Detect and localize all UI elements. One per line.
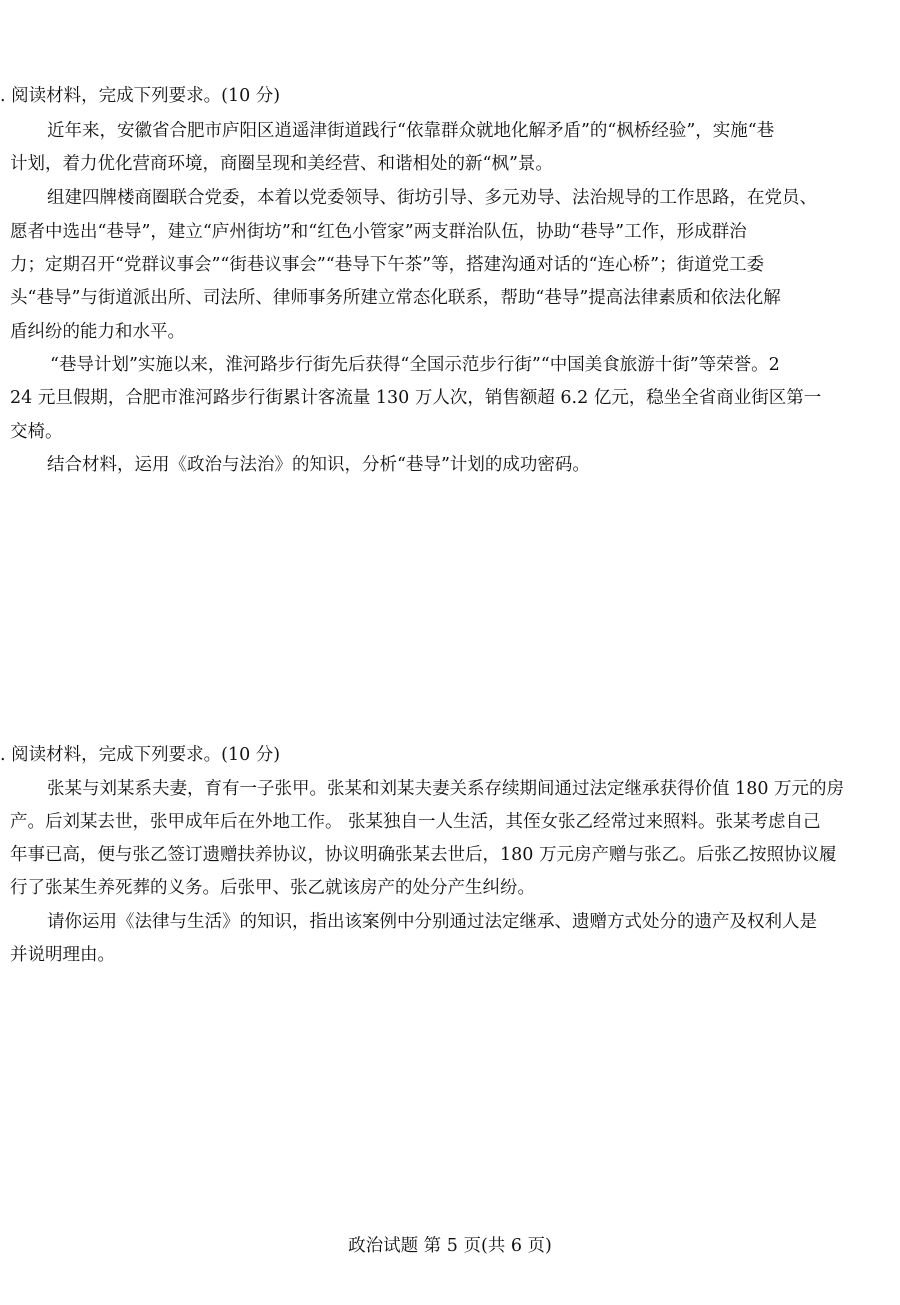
paragraph-line: 计划，着力优化营商环境，商圈呈现和美经营、和谐相处的新“枫”景。 bbox=[10, 154, 553, 174]
paragraph-line: 盾纠纷的能力和水平。 bbox=[10, 322, 185, 342]
paragraph-line: 力；定期召开“党群议事会”“街巷议事会”“巷导下午茶”等，搭建沟通对话的“连心桥”；街道党工委 bbox=[10, 255, 765, 275]
question-2-header: . 阅读材料，完成下列要求。(10 分) bbox=[0, 745, 281, 765]
page-footer: 政治试题 第 5 页(共 6 页) bbox=[348, 1236, 552, 1256]
paragraph-line: 头“巷导”与街道派出所、司法所、律师事务所建立常态化联系，帮助“巷导”提高法律素质和依法化解 bbox=[10, 288, 781, 308]
paragraph-line: “巷导计划”实施以来，淮河路步行街先后获得“全国示范步行街”“中国美食旅游十街”等荣誉。2 bbox=[50, 355, 780, 375]
paragraph-line: 请你运用《法律与生活》的知识，指出该案例中分别通过法定继承、遗赠方式处分的遗产及权利人是 bbox=[47, 912, 817, 932]
paragraph-line: 交椅。 bbox=[10, 422, 63, 442]
paragraph-line: 张某与刘某系夫妻，育有一子张甲。张某和刘某夫妻关系存续期间通过法定继承获得价值 180 万元的房 bbox=[47, 779, 845, 799]
paragraph-line: 24 元旦假期，合肥市淮河路步行街累计客流量 130 万人次，销售额超 6.2 亿元，稳坐全省商业街区第一 bbox=[10, 388, 822, 408]
paragraph-line: 组建四牌楼商圈联合党委，本着以党委领导、街坊引导、多元劝导、法治规导的工作思路，在党员、 bbox=[47, 188, 817, 208]
paragraph-line: 近年来，安徽省合肥市庐阳区逍遥津街道践行“依靠群众就地化解矛盾”的“枫桥经验”，实施“巷 bbox=[47, 121, 775, 141]
paragraph-line: 年事已高，便与张乙签订遗赠扶养协议，协议明确张某去世后，180 万元房产赠与张乙。后张乙按照协议履 bbox=[10, 845, 837, 865]
question-1-prompt: 结合材料，运用《政治与法治》的知识，分析“巷导”计划的成功密码。 bbox=[47, 455, 590, 475]
paragraph-line: 愿者中选出“巷导”，建立“庐州街坊”和“红色小管家”两支群治队伍，协助“巷导”工作，形成群治 bbox=[10, 222, 747, 242]
paragraph-line: 产。后刘某去世，张甲成年后在外地工作。 张某独自一人生活，其侄女张乙经常过来照料。张某考虑自己 bbox=[10, 812, 821, 832]
paragraph-line: 行了张某生养死葬的义务。后张甲、张乙就该房产的处分产生纠纷。 bbox=[10, 878, 535, 898]
question-1-header: . 阅读材料，完成下列要求。(10 分) bbox=[0, 86, 281, 106]
question-2-prompt: 并说明理由。 bbox=[10, 945, 115, 965]
